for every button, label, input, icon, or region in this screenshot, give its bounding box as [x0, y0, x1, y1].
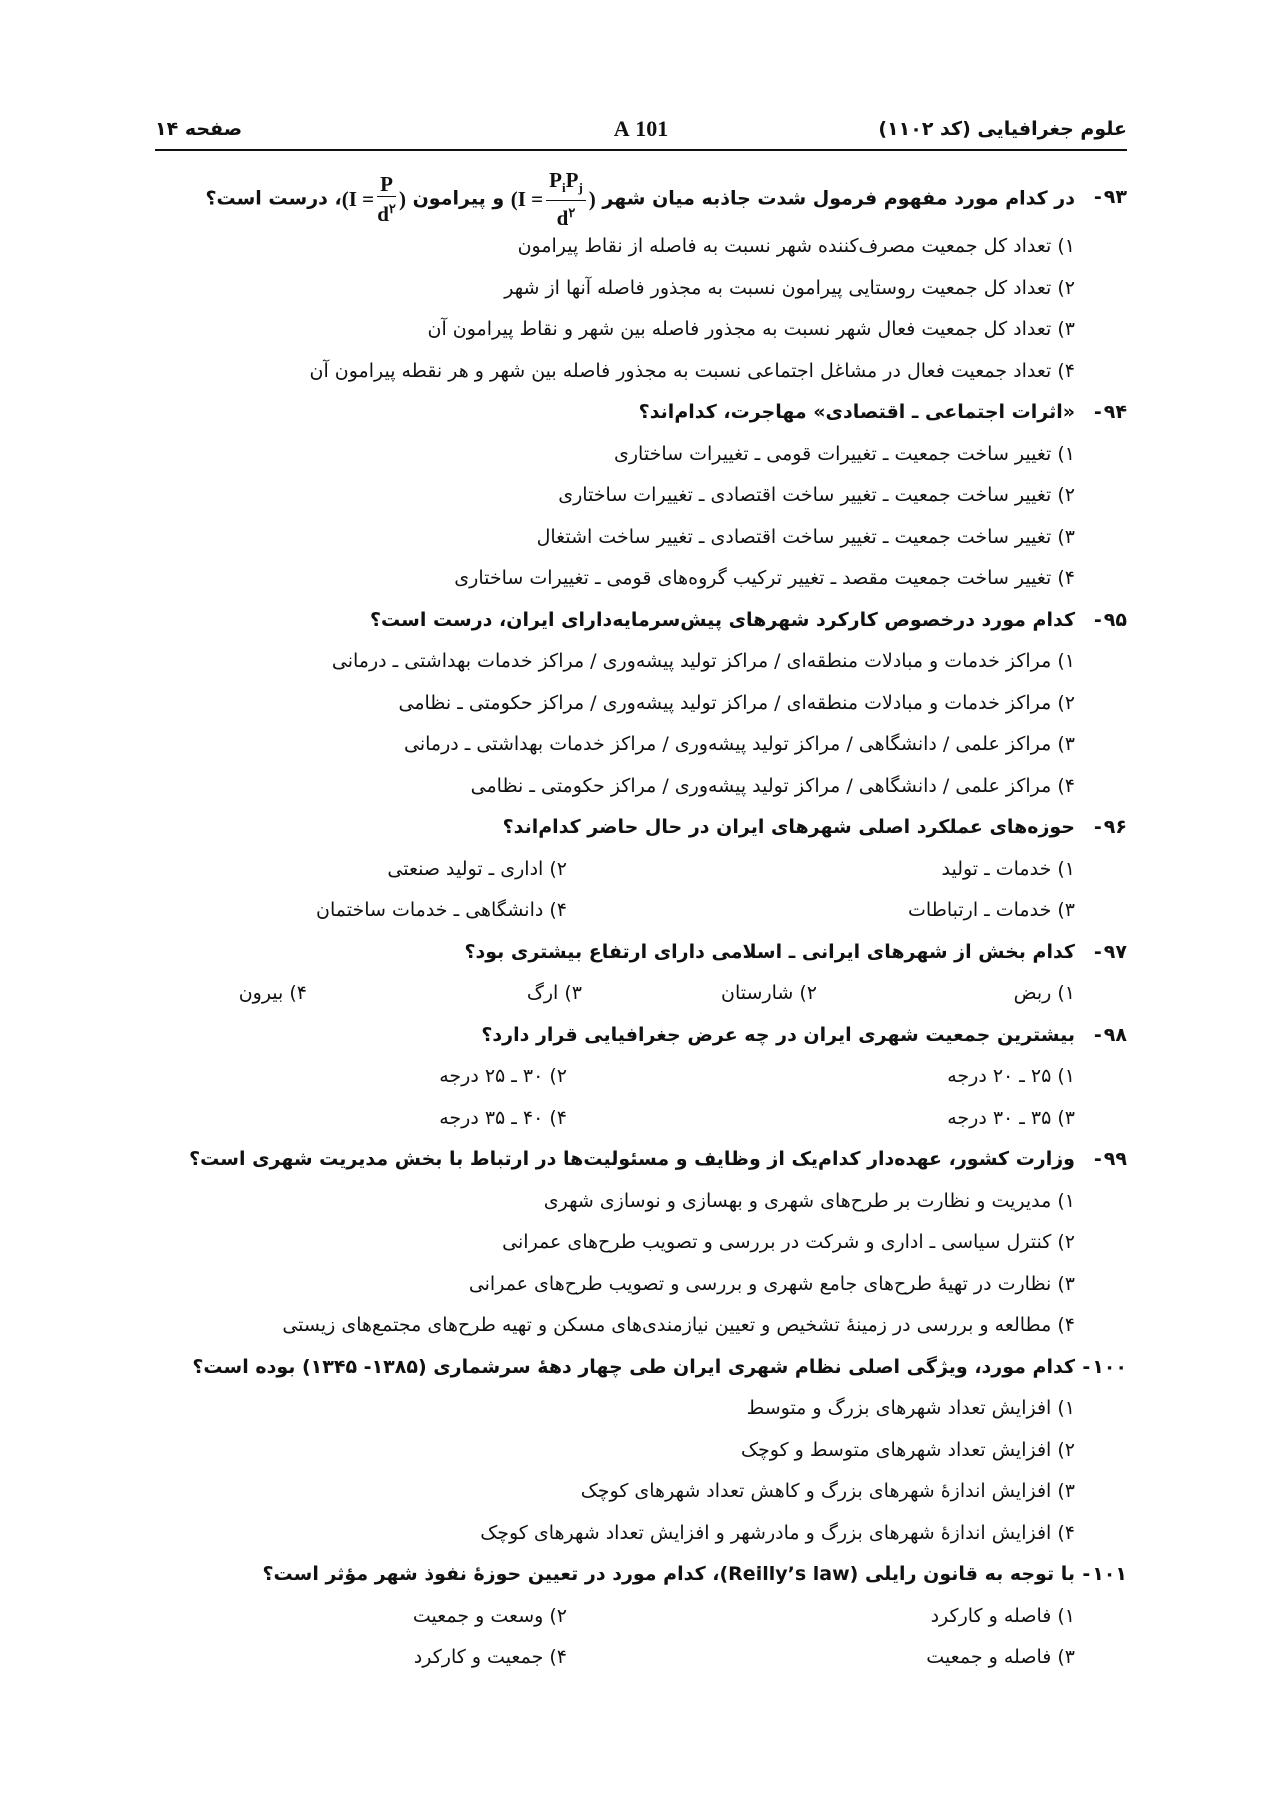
option-4: ۴) بیرون [238, 982, 307, 1004]
option-1: ۱) مدیریت و نظارت بر طرح‌های شهری و بهسازی و نوسازی شهری [543, 1189, 1075, 1212]
question-number: ۱۰۰- [1082, 1355, 1127, 1378]
question-stem: «اثرات اجتماعی ـ اقتصادی» مهاجرت، کدام‌اند؟ [638, 401, 1075, 423]
option-1: ۱) افزایش تعداد شهرهای بزرگ و متوسط [746, 1397, 1075, 1419]
question-96 [150, 807, 1127, 932]
question-stem: کدام مورد درخصوص کارکرد شهرهای پیش‌سرمایه‌دارای ایران، درست است؟ [370, 608, 1075, 631]
option-4: ۴) ۴۰ ـ ۳۵ درجه [439, 1106, 567, 1129]
option-2: ۲) تغییر ساخت جمعیت ـ تغییر ساخت اقتصادی ـ تغییرات ساختاری [558, 484, 1075, 506]
question-101 [150, 1554, 1127, 1679]
question-number: ۹۹- [1093, 1148, 1127, 1170]
question-stem: کدام مورد، ویژگی اصلی نظام شهری ایران طی چهار دههٔ سرشماری (۱۳۸۵- ۱۳۴۵) بوده است؟ [192, 1355, 1075, 1378]
option-1: ۱) ۲۵ ـ ۲۰ درجه [947, 1065, 1075, 1087]
option-2: ۲) اداری ـ تولید صنعتی [387, 857, 567, 880]
question-number: ۹۷- [1093, 940, 1127, 963]
option-1: ۱) تعداد کل جمعیت مصرف‌کننده شهر نسبت به فاصله از نقاط پیرامون [517, 235, 1075, 257]
question-99 [150, 1139, 1127, 1347]
question-stem: در کدام مورد مفهوم فرمول شدت جاذبه میان شهر (I = $\frac{P_iP_j}{d^۲}$ ) و پیرامون (I = $\frac{P}{d^۲}$ ) ، درست است؟ [205, 168, 1075, 231]
option-2: ۲) افزایش تعداد شهرهای متوسط و کوچک [741, 1438, 1075, 1461]
option-3: ۳) فاصله و جمعیت [926, 1646, 1075, 1668]
gravity-formula: (I = $\frac{P_iP_j}{d^۲}$ ) [510, 168, 596, 231]
booklet-code: 101 A [613, 116, 669, 141]
option-3: ۳) ارگ [526, 982, 582, 1004]
question-stem: حوزه‌های عملکرد اصلی شهرهای ایران در حال حاضر کدام‌اند؟ [502, 816, 1075, 838]
questions-list [150, 168, 1127, 1679]
question-number: ۹۶- [1093, 816, 1127, 838]
periphery-formula: (I = $\frac{P}{d^۲}$ ) [341, 172, 406, 227]
option-1: ۱) مراکز خدمات و مبادلات منطقه‌ای / مراکز تولید پیشه‌وری / مراکز خدمات بهداشتی ـ درمانی [331, 650, 1075, 672]
option-3: ۳) تغییر ساخت جمعیت ـ تغییر ساخت اقتصادی ـ تغییر ساخت اشتغال [536, 525, 1075, 548]
course-title: علوم جغرافیایی (کد ۱۱۰۲) [878, 118, 1127, 140]
question-94 [150, 392, 1127, 600]
question-number: ۹۸- [1093, 1023, 1127, 1046]
question-100 [150, 1347, 1127, 1555]
question-97 [150, 932, 1127, 1015]
question-93 [150, 168, 1127, 392]
option-4: ۴) مراکز علمی / دانشگاهی / مراکز تولید پیشه‌وری / مراکز حکومتی ـ نظامی [470, 774, 1075, 797]
question-number: ۱۰۱- [1082, 1563, 1127, 1585]
question-number: ۹۴- [1093, 401, 1127, 423]
option-4: ۴) دانشگاهی ـ خدمات ساختمان [316, 899, 567, 921]
option-2: ۲) شارستان [721, 982, 817, 1004]
question-stem: بیشترین جمعیت شهری ایران در چه عرض جغرافیایی قرار دارد؟ [481, 1023, 1075, 1046]
option-3: ۳) تعداد کل جمعیت فعال شهر نسبت به مجذور فاصله بین شهر و نقاط پیرامون آن [427, 318, 1075, 340]
option-3: ۳) افزایش اندازهٔ شهرهای بزرگ و کاهش تعداد شهرهای کوچک [580, 1480, 1075, 1502]
option-2: ۲) مراکز خدمات و مبادلات منطقه‌ای / مراکز تولید پیشه‌وری / مراکز حکومتی ـ نظامی [398, 691, 1075, 714]
option-4: ۴) افزایش اندازهٔ شهرهای بزرگ و مادرشهر و افزایش تعداد شهرهای کوچک [480, 1521, 1075, 1544]
option-2: ۲) تعداد کل جمعیت روستایی پیرامون نسبت به مجذور فاصله آنها از شهر [504, 276, 1075, 299]
page-number: صفحه ۱۴ [155, 118, 243, 140]
option-4: ۴) تعداد جمعیت فعال در مشاغل اجتماعی نسبت به مجذور فاصله بین شهر و هر نقطه پیرامون آن [309, 359, 1075, 382]
option-1: ۱) فاصله و کارکرد [930, 1604, 1075, 1627]
header-divider [155, 149, 1127, 151]
option-2: ۲) وسعت و جمعیت [412, 1604, 567, 1627]
question-stem: وزارت کشور، عهده‌دار کدام‌یک از وظایف و مسئولیت‌ها در ارتباط با بخش مدیریت شهری است؟ [189, 1148, 1075, 1170]
option-2: ۲) کنترل سیاسی ـ اداری و شرکت در بررسی و تصویب طرح‌های عمرانی [502, 1231, 1075, 1253]
question-number: ۹۳- [1093, 186, 1127, 208]
option-4: ۴) مطالعه و بررسی در زمینهٔ تشخیص و تعیین نیازمندی‌های مسکن و تهیه طرح‌های مجتمع‌های زیستی [282, 1314, 1075, 1336]
option-1: ۱) تغییر ساخت جمعیت ـ تغییرات قومی ـ تغییرات ساختاری [614, 442, 1075, 465]
option-3: ۳) خدمات ـ ارتباطات [908, 899, 1075, 921]
option-3: ۳) ۳۵ ـ ۳۰ درجه [947, 1106, 1075, 1129]
question-stem: با توجه به قانون رایلی (Reilly’s law)، کدام مورد در تعیین حوزهٔ نفوذ شهر مؤثر است؟ [262, 1563, 1075, 1585]
question-stem: کدام بخش از شهرهای ایرانی ـ اسلامی دارای ارتفاع بیشتری بود؟ [464, 940, 1075, 963]
option-4: ۴) تغییر ساخت جمعیت مقصد ـ تغییر ترکیب گروه‌های قومی ـ تغییرات ساختاری [454, 567, 1075, 589]
option-2: ۲) ۳۰ ـ ۲۵ درجه [439, 1065, 567, 1087]
option-1: ۱) خدمات ـ تولید [941, 857, 1075, 880]
question-number: ۹۵- [1093, 608, 1127, 631]
option-3: ۳) نظارت در تهیهٔ طرح‌های جامع شهری و بررسی و تصویب طرح‌های عمرانی [468, 1272, 1075, 1295]
option-4: ۴) جمعیت و کارکرد [413, 1646, 567, 1668]
question-95 [150, 600, 1127, 808]
question-98 [150, 1015, 1127, 1140]
option-3: ۳) مراکز علمی / دانشگاهی / مراکز تولید پیشه‌وری / مراکز خدمات بهداشتی ـ درمانی [404, 733, 1075, 755]
option-1: ۱) ربض [1013, 982, 1075, 1004]
